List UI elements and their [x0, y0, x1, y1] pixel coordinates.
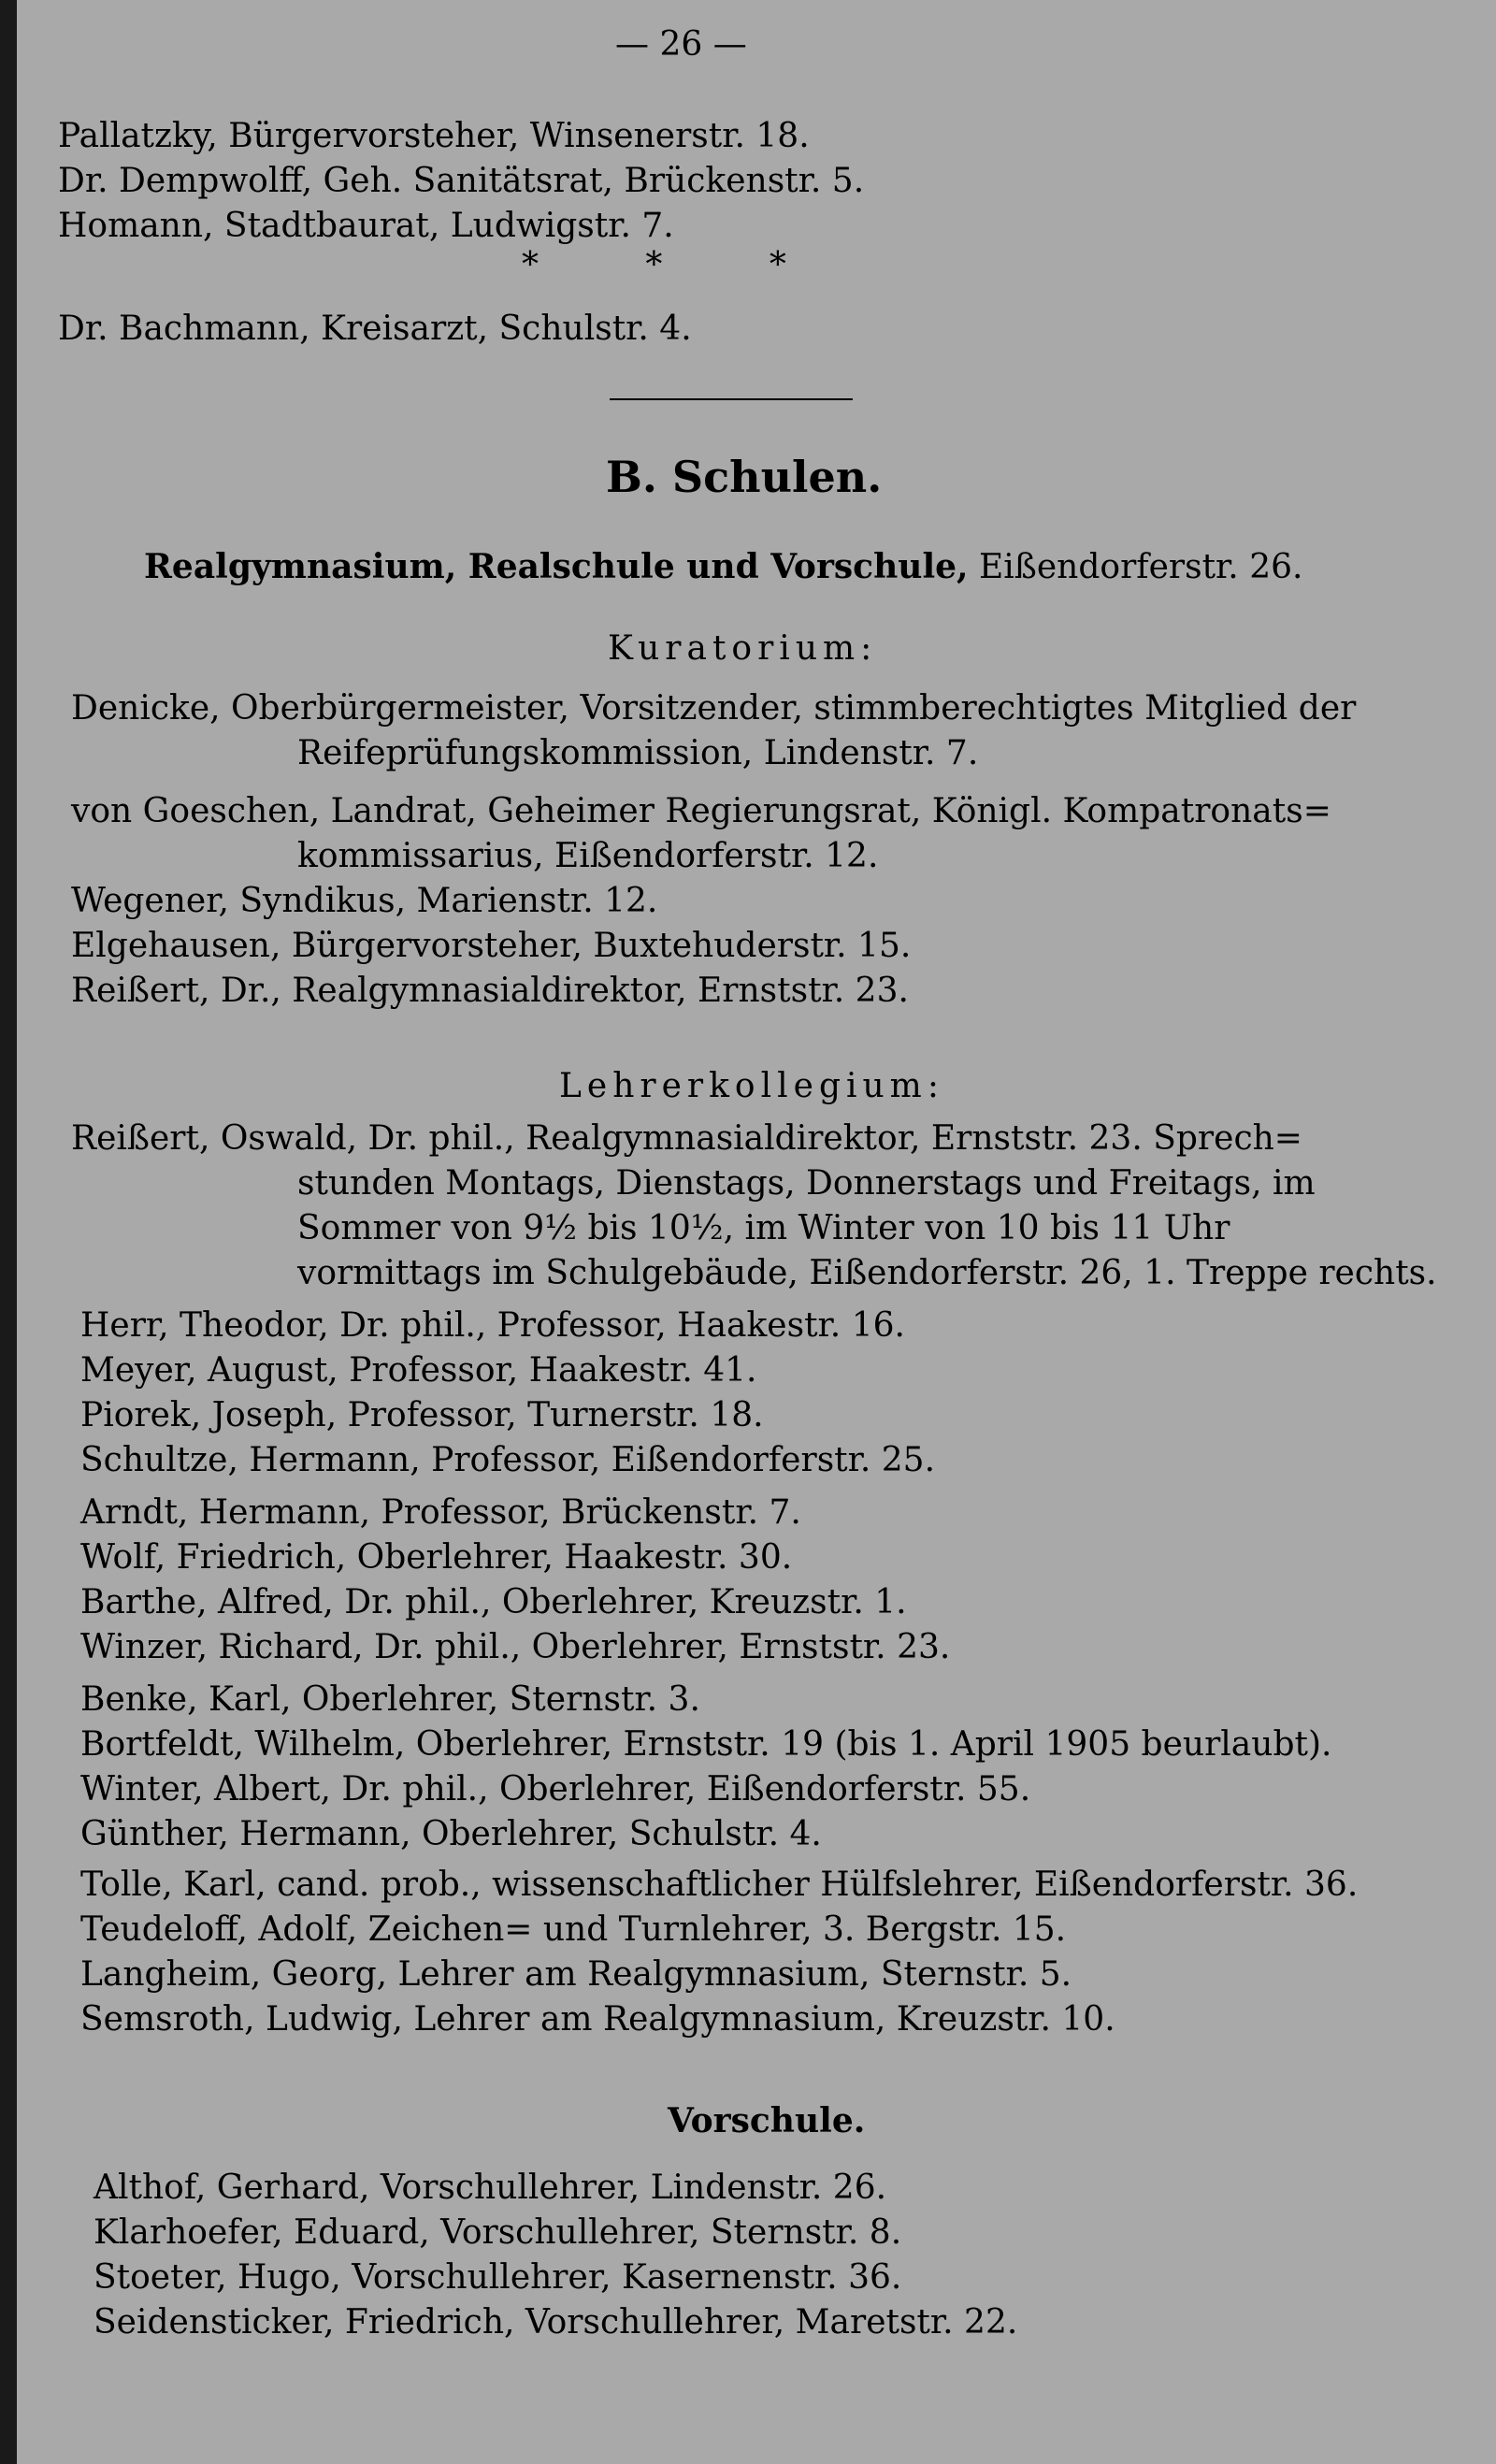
school-address: Eißendorferstr. 26. [979, 548, 1303, 586]
kuratorium-entry: Wegener, Syndikus, Marienstr. 12. [71, 882, 658, 920]
teacher-entry: Semsroth, Ludwig, Lehrer am Realgymnasium, Kreuzstr. 10. [80, 2000, 1115, 2039]
teacher-entry: Winzer, Richard, Dr. phil., Oberlehrer, Ernststr. 23. [80, 1628, 951, 1666]
teacher-entry: Arndt, Hermann, Professor, Brückenstr. 7. [80, 1493, 801, 1532]
vorschule-entry: Stoeter, Hugo, Vorschullehrer, Kasernenstr. 36. [94, 2258, 902, 2297]
page-number: — 26 — [615, 25, 747, 64]
entry-line: Dr. Bachmann, Kreisarzt, Schulstr. 4. [58, 310, 692, 348]
teacher-entry: Barthe, Alfred, Dr. phil., Oberlehrer, Kreuzstr. 1. [80, 1583, 907, 1621]
entry-line: Pallatzky, Bürgervorsteher, Winsenerstr. 18. [58, 117, 810, 155]
teacher-entry: Winter, Albert, Dr. phil., Oberlehrer, Eißendorferstr. 55. [80, 1770, 1031, 1808]
kuratorium-entry: Elgehausen, Bürgervorsteher, Buxtehuderstr. 15. [71, 927, 912, 965]
lehrerkollegium-heading: Lehrerkollegium: [559, 1067, 944, 1105]
teacher-entry: Schultze, Hermann, Professor, Eißendorferstr. 25. [80, 1441, 936, 1479]
entry-line: Dr. Dempwolff, Geh. Sanitätsrat, Brückenstr. 5. [58, 162, 865, 200]
entry-line: Homann, Stadtbaurat, Ludwigstr. 7. [58, 207, 674, 245]
kuratorium-entry: Reißert, Dr., Realgymnasialdirektor, Ernststr. 23. [71, 972, 909, 1010]
teacher-entry: Tolle, Karl, cand. prob., wissenschaftlicher Hülfslehrer, Eißendorferstr. 36. [80, 1866, 1359, 1904]
document-page [17, 0, 1496, 2464]
director-line: Reißert, Oswald, Dr. phil., Realgymnasialdirektor, Ernststr. 23. Sprech= [71, 1119, 1302, 1158]
kuratorium-entry: von Goeschen, Landrat, Geheimer Regierungsrat, Königl. Kompatronats= [71, 792, 1331, 830]
teacher-entry: Benke, Karl, Oberlehrer, Sternstr. 3. [80, 1680, 700, 1719]
teacher-entry: Wolf, Friedrich, Oberlehrer, Haakestr. 30. [80, 1538, 793, 1577]
kuratorium-entry: Denicke, Oberbürgermeister, Vorsitzender, stimmberechtigtes Mitglied der [71, 689, 1357, 728]
teacher-entry: Teudeloff, Adolf, Zeichen= und Turnlehrer, 3. Bergstr. 15. [80, 1910, 1067, 1949]
kuratorium-entry-cont: Reifeprüfungskommission, Lindenstr. 7. [297, 734, 979, 772]
teacher-entry: Günther, Hermann, Oberlehrer, Schulstr. 4. [80, 1815, 822, 1853]
teacher-entry: Langheim, Georg, Lehrer am Realgymnasium, Sternstr. 5. [80, 1955, 1072, 1994]
teacher-entry: Bortfeldt, Wilhelm, Oberlehrer, Ernststr. 19 (bis 1. April 1905 beurlaubt). [80, 1725, 1332, 1764]
vorschule-entry: Althof, Gerhard, Vorschullehrer, Lindenstr. 26. [94, 2169, 887, 2207]
teacher-entry: Herr, Theodor, Dr. phil., Professor, Haakestr. 16. [80, 1306, 905, 1345]
teacher-entry: Piorek, Joseph, Professor, Turnerstr. 18. [80, 1396, 764, 1434]
school-name: Realgymnasium, Realschule und Vorschule, [144, 547, 969, 586]
section-divider [610, 398, 853, 400]
kuratorium-heading: Kuratorium: [608, 629, 878, 668]
director-line: stunden Montags, Dienstags, Donnerstags und Freitags, im [297, 1164, 1316, 1203]
section-title: B. Schulen. [606, 452, 883, 502]
vorschule-entry: Seidensticker, Friedrich, Vorschullehrer, Maretstr. 22. [94, 2303, 1018, 2342]
vorschule-entry: Klarhoefer, Eduard, Vorschullehrer, Sternstr. 8. [94, 2213, 902, 2252]
teacher-entry: Meyer, August, Professor, Haakestr. 41. [80, 1351, 757, 1390]
director-line: Sommer von 9½ bis 10½, im Winter von 10 bis 11 Uhr [297, 1209, 1230, 1247]
vorschule-heading: Vorschule. [668, 2101, 866, 2140]
school-name-line [144, 546, 1302, 588]
director-line: vormittags im Schulgebäude, Eißendorferstr. 26, 1. Treppe rechts. [297, 1254, 1437, 1292]
asterisk-separator: * * * [522, 246, 786, 284]
kuratorium-entry-cont: kommissarius, Eißendorferstr. 12. [297, 837, 879, 875]
